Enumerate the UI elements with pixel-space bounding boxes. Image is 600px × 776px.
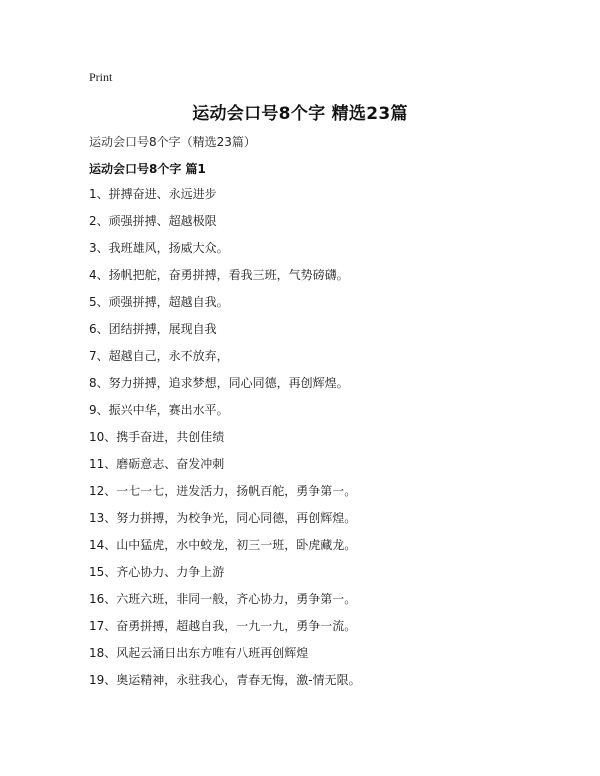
slogan-list <box>89 187 361 700</box>
list-item: 6、团结拼搏，展现自我 <box>89 322 217 336</box>
list-item: 15、齐心协力、力争上游 <box>89 565 225 579</box>
list-item: 1、拼搏奋进、永远进步 <box>89 187 217 201</box>
list-item: 13、努力拼搏，为校争光，同心同德，再创辉煌。 <box>89 511 357 525</box>
list-item: 17、奋勇拼搏，超越自我，一九一九，勇争一流。 <box>89 619 357 633</box>
list-item: 19、奥运精神，永驻我心，青春无悔，激-情无限。 <box>89 673 361 687</box>
section-heading: 运动会口号8个字 篇1 <box>89 162 206 176</box>
list-item: 12、一七一七，迸发活力，扬帆百舵，勇争第一。 <box>89 484 357 498</box>
list-item: 5、顽强拼搏，超越自我。 <box>89 295 229 309</box>
list-item: 3、我班雄风，扬威大众。 <box>89 241 229 255</box>
list-item: 18、风起云涌日出东方唯有八班再创辉煌 <box>89 646 309 660</box>
list-item: 11、磨砺意志、奋发冲刺 <box>89 457 225 471</box>
list-item: 8、努力拼搏，追求梦想，同心同德，再创辉煌。 <box>89 376 349 390</box>
list-item: 7、超越自己，永不放弃， <box>89 349 229 363</box>
list-item: 4、扬帆把舵，奋勇拼搏，看我三班，气势磅礴。 <box>89 268 349 282</box>
page-title: 运动会口号8个字 精选23篇 <box>192 104 408 124</box>
list-item: 2、顽强拼搏、超越极限 <box>89 214 217 228</box>
list-item: 14、山中猛虎，水中蛟龙，初三一班，卧虎藏龙。 <box>89 538 357 552</box>
list-item: 10、携手奋进，共创佳绩 <box>89 430 225 444</box>
print-link[interactable]: Print <box>89 70 113 84</box>
list-item: 9、振兴中华，赛出水平。 <box>89 403 229 417</box>
list-item: 16、六班六班，非同一般，齐心协力，勇争第一。 <box>89 592 357 606</box>
document-subtitle: 运动会口号8个字（精选23篇） <box>89 135 256 149</box>
